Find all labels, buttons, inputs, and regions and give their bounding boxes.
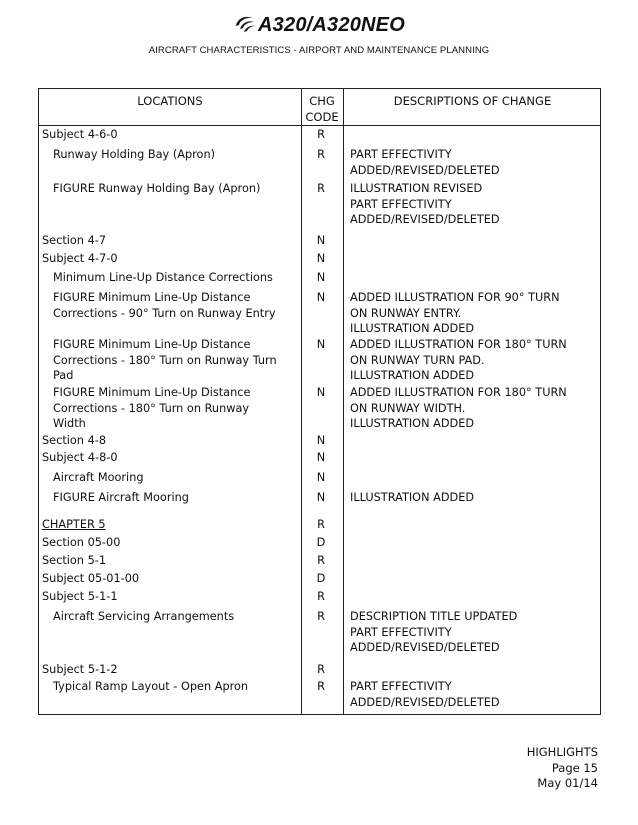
- location-text: Subject 4-6-0: [42, 128, 118, 141]
- location-text: Subject 5-1-2: [42, 663, 118, 676]
- location-cell: [42, 433, 289, 449]
- change-code-cell: R: [317, 148, 325, 161]
- location-cell: [42, 589, 289, 605]
- footer-section: HIGHLIGHTS: [526, 745, 598, 759]
- change-code-cell: R: [317, 590, 325, 603]
- location-text: Minimum Line-Up Distance Corrections: [53, 271, 273, 284]
- change-code-cell: N: [316, 252, 326, 265]
- location-text: Section 05-00: [42, 536, 121, 549]
- change-code-cell: R: [317, 680, 325, 693]
- descriptions-column-header: DESCRIPTIONS OF CHANGE: [393, 94, 552, 108]
- description-text: ADDED/REVISED/DELETED: [350, 213, 500, 227]
- location-text: FIGURE Minimum Line-Up Distance: [53, 291, 251, 304]
- change-code-cell: N: [316, 291, 326, 304]
- change-code-cell: N: [316, 271, 326, 284]
- description-text: PART EFFECTIVITY: [350, 148, 452, 161]
- description-cell: [350, 679, 600, 710]
- description-text: ADDED ILLUSTRATION FOR 180° TURN: [350, 338, 567, 351]
- description-text: ADDED/REVISED/DELETED: [350, 641, 500, 655]
- document-subtitle: AIRCRAFT CHARACTERISTICS - AIRPORT AND MAINTENANCE PLANNING: [148, 45, 490, 56]
- location-text: FIGURE Aircraft Mooring: [53, 491, 189, 504]
- change-code-cell: N: [316, 338, 326, 351]
- locations-column-header: LOCATIONS: [137, 94, 203, 108]
- location-cell: [42, 450, 289, 466]
- location-cell: [53, 270, 289, 286]
- location-text: Subject 05-01-00: [42, 572, 140, 585]
- location-cell: [53, 290, 289, 321]
- description-cell: [350, 490, 600, 506]
- location-text: Section 5-1: [42, 554, 107, 567]
- location-cell: [53, 609, 289, 625]
- location-text: Runway Holding Bay (Apron): [53, 148, 216, 161]
- location-cell: [53, 147, 289, 163]
- description-cell: [350, 147, 600, 178]
- location-cell: [53, 337, 289, 384]
- location-text: Section 4-8: [42, 434, 107, 447]
- header-divider: [39, 125, 600, 126]
- description-cell: [350, 181, 600, 228]
- description-text: PART EFFECTIVITY: [350, 625, 452, 639]
- change-code-cell: R: [317, 554, 325, 567]
- change-code-cell: N: [316, 386, 326, 399]
- location-cell: [42, 127, 289, 143]
- location-text: Section 4-7: [42, 234, 107, 247]
- change-code-cell: N: [316, 451, 326, 464]
- change-code-cell: R: [317, 128, 325, 141]
- location-cell: [42, 251, 289, 267]
- description-text: ON RUNWAY ENTRY.: [350, 306, 462, 320]
- description-text: ADDED ILLUSTRATION FOR 90° TURN: [350, 291, 560, 304]
- location-cell: [53, 385, 289, 432]
- description-cell: [350, 385, 600, 432]
- change-code-cell: N: [316, 434, 326, 447]
- description-text: ILLUSTRATION REVISED: [350, 182, 483, 195]
- location-cell: [53, 470, 289, 486]
- change-code-cell: N: [316, 234, 326, 247]
- location-text: Aircraft Servicing Arrangements: [53, 610, 235, 623]
- column-divider: [343, 89, 344, 714]
- change-code-cell: D: [316, 536, 326, 549]
- location-cell: [42, 233, 289, 249]
- footer-page-number: Page 15: [551, 760, 598, 775]
- description-text: ADDED/REVISED/DELETED: [350, 695, 500, 709]
- description-text: ON RUNWAY WIDTH.: [350, 401, 466, 415]
- description-text: ILLUSTRATION ADDED: [350, 491, 475, 504]
- location-text: Subject 5-1-1: [42, 590, 118, 603]
- description-cell: [350, 290, 600, 337]
- description-text: ILLUSTRATION ADDED: [350, 417, 475, 431]
- page-footer: [527, 745, 598, 792]
- location-text: FIGURE Runway Holding Bay (Apron): [53, 182, 261, 195]
- location-text: FIGURE Minimum Line-Up Distance: [53, 386, 251, 399]
- location-text: Subject 4-7-0: [42, 252, 118, 265]
- location-text: Subject 4-8-0: [42, 451, 118, 464]
- location-text: FIGURE Minimum Line-Up Distance: [53, 338, 251, 351]
- location-text: Pad: [53, 369, 74, 383]
- location-text: Corrections - 180° Turn on Runway: [53, 401, 250, 415]
- change-code-cell: N: [316, 491, 326, 504]
- code-header-line: CODE: [305, 110, 339, 124]
- description-cell: [350, 337, 600, 384]
- chg-header-line: CHG: [309, 94, 335, 108]
- location-text: Aircraft Mooring: [53, 471, 144, 484]
- description-text: ILLUSTRATION ADDED: [350, 369, 475, 383]
- location-text: Corrections - 180° Turn on Runway Turn: [53, 353, 277, 367]
- description-text: ADDED ILLUSTRATION FOR 180° TURN: [350, 386, 567, 399]
- location-cell: [42, 662, 289, 678]
- location-cell: [53, 181, 289, 197]
- description-text: ADDED/REVISED/DELETED: [350, 163, 500, 177]
- location-text: CHAPTER 5: [42, 518, 106, 531]
- highlights-table: [38, 88, 601, 715]
- footer-date: May 01/14: [537, 776, 598, 790]
- chg-code-column-header: [301, 93, 343, 125]
- document-title-text: A320/A320NEO: [258, 14, 405, 36]
- change-code-cell: D: [316, 572, 326, 585]
- airbus-swirl-logo-icon: [233, 14, 257, 34]
- change-code-cell: R: [317, 518, 325, 531]
- document-title: [0, 14, 638, 37]
- description-cell: [350, 609, 600, 656]
- location-cell: [42, 535, 289, 551]
- location-cell: [42, 517, 289, 533]
- location-cell: [53, 679, 289, 695]
- description-text: ILLUSTRATION ADDED: [350, 322, 475, 336]
- description-text: DESCRIPTION TITLE UPDATED: [350, 610, 518, 623]
- description-text: ON RUNWAY TURN PAD.: [350, 353, 485, 367]
- location-cell: [42, 571, 289, 587]
- change-code-cell: N: [316, 471, 326, 484]
- location-text: Typical Ramp Layout - Open Apron: [53, 680, 249, 693]
- description-text: PART EFFECTIVITY: [350, 197, 452, 211]
- location-cell: [42, 553, 289, 569]
- change-code-cell: R: [317, 610, 325, 623]
- location-cell: [53, 490, 289, 506]
- location-text: Corrections - 90° Turn on Runway Entry: [53, 306, 276, 320]
- location-text: Width: [53, 417, 86, 431]
- change-code-cell: R: [317, 182, 325, 195]
- change-code-cell: R: [317, 663, 325, 676]
- description-text: PART EFFECTIVITY: [350, 680, 452, 693]
